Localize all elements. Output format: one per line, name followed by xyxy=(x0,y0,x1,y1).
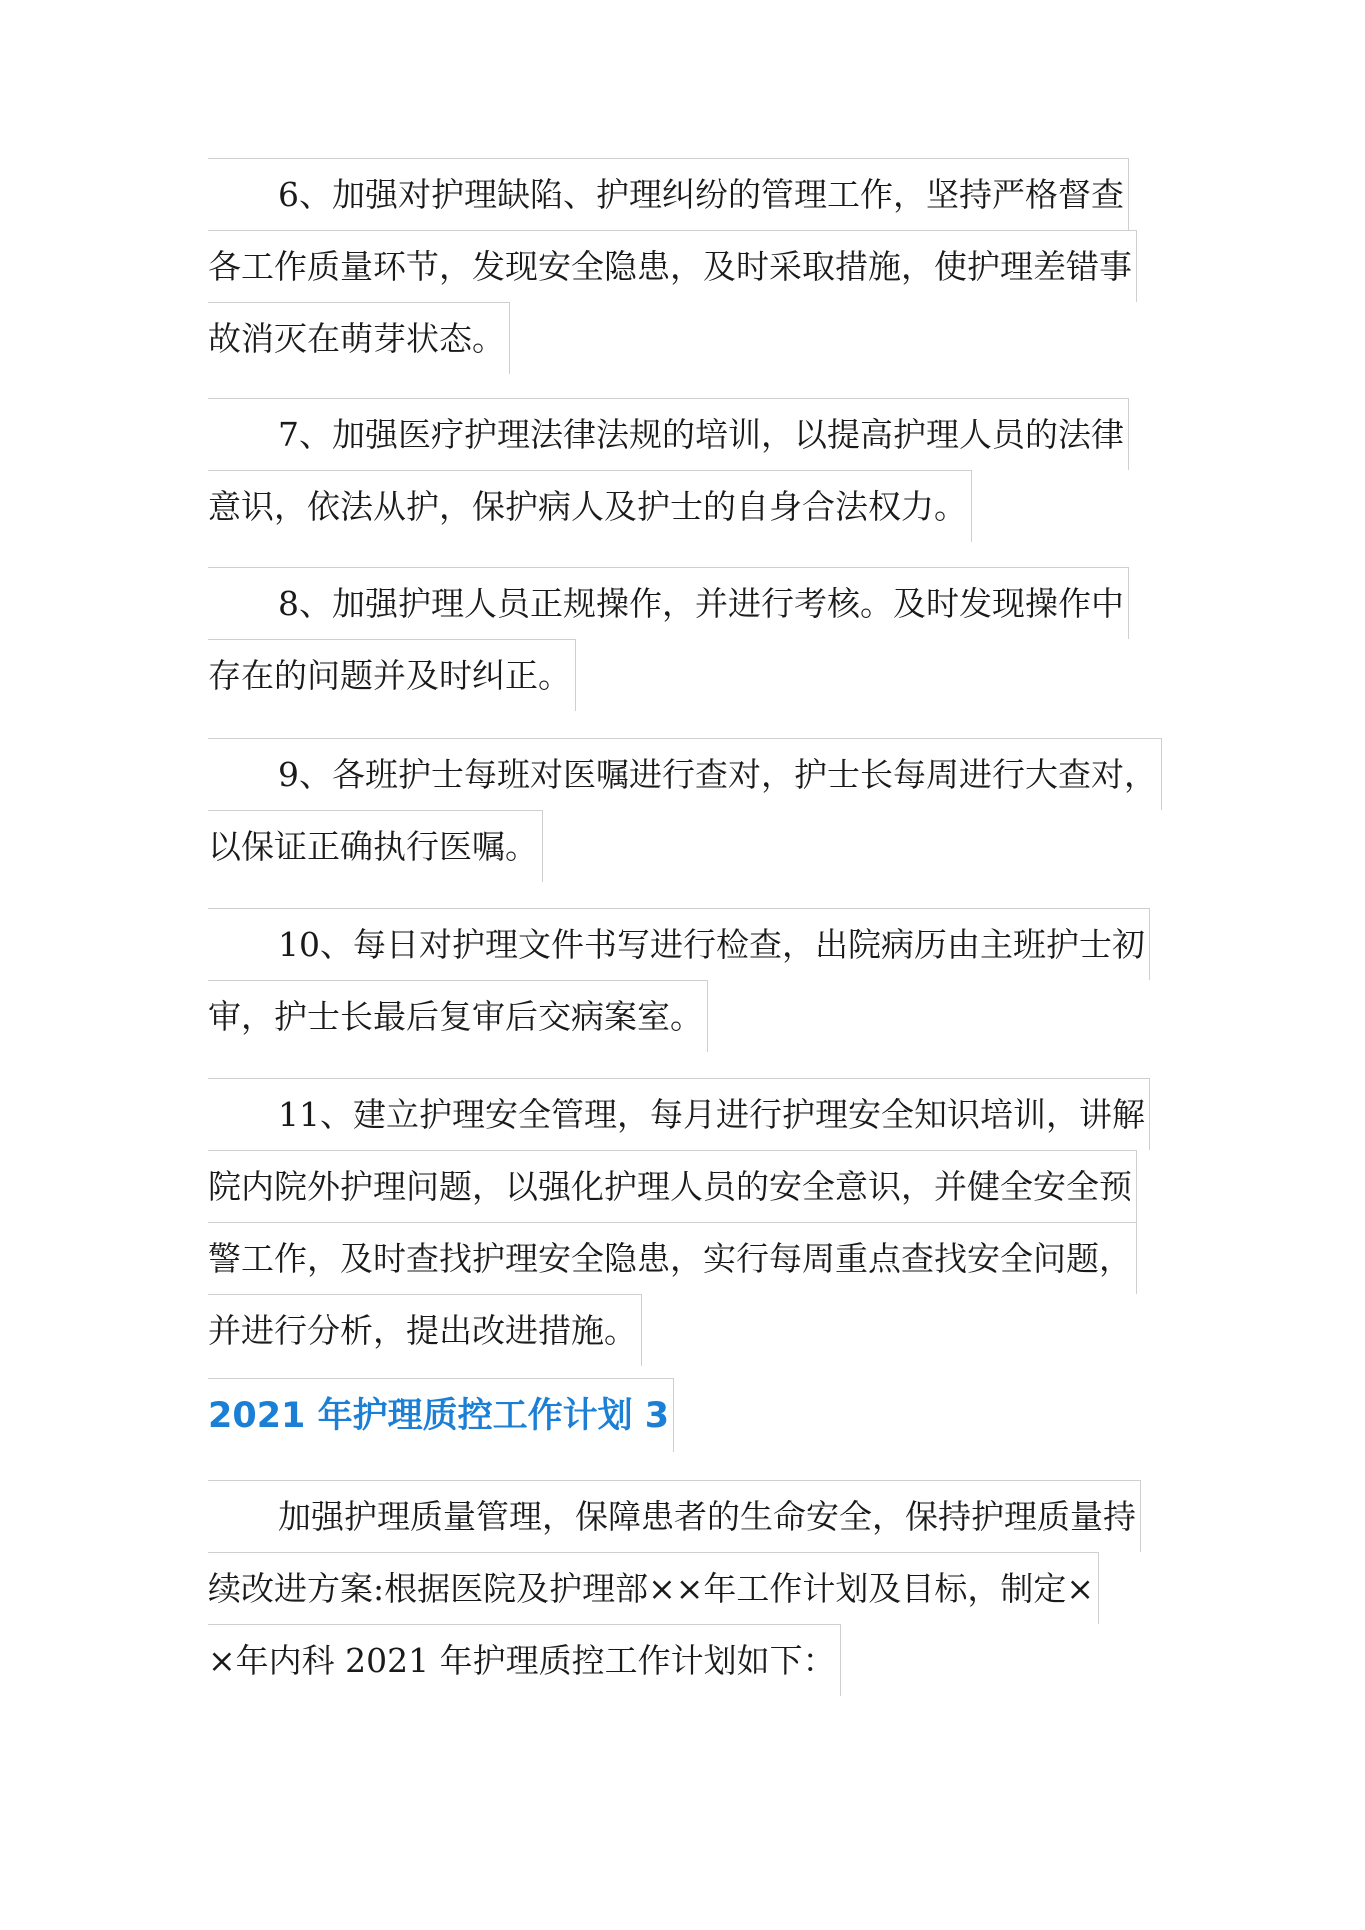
text-line: 11、建立护理安全管理，每月进行护理安全知识培训，讲解 xyxy=(208,1078,1150,1150)
text-line: 8、加强护理人员正规操作，并进行考核。及时发现操作中 xyxy=(208,567,1129,639)
text-line: 续改进方案:根据医院及护理部××年工作计划及目标，制定× xyxy=(208,1552,1099,1624)
text-line: 存在的问题并及时纠正。 xyxy=(208,639,576,711)
text-line: 9、各班护士每班对医嘱进行查对，护士长每周进行大查对， xyxy=(208,738,1162,810)
text-line: 院内院外护理问题，以强化护理人员的安全意识，并健全安全预 xyxy=(208,1150,1137,1222)
list-item-7 xyxy=(208,398,1168,542)
text-line: 10、每日对护理文件书写进行检查，出院病历由主班护士初 xyxy=(208,908,1150,980)
text-line: 6、加强对护理缺陷、护理纠纷的管理工作，坚持严格督查 xyxy=(208,158,1129,230)
text-line: 加强护理质量管理，保障患者的生命安全，保持护理质量持 xyxy=(208,1480,1141,1552)
list-item-9 xyxy=(208,738,1168,882)
list-item-10 xyxy=(208,908,1168,1052)
text-line: 各工作质量环节，发现安全隐患，及时采取措施，使护理差错事 xyxy=(208,230,1137,302)
list-item-11 xyxy=(208,1078,1168,1366)
text-line: 审，护士长最后复审后交病案室。 xyxy=(208,980,708,1052)
text-line: 意识，依法从护，保护病人及护士的自身合法权力。 xyxy=(208,470,972,542)
text-line: 并进行分析，提出改进措施。 xyxy=(208,1294,642,1366)
text-line: ×年内科 2021 年护理质控工作计划如下： xyxy=(208,1624,841,1696)
list-item-8 xyxy=(208,567,1168,711)
text-line: 以保证正确执行医嘱。 xyxy=(208,810,543,882)
text-line: 7、加强医疗护理法律法规的培训，以提高护理人员的法律 xyxy=(208,398,1129,470)
text-line: 故消灭在萌芽状态。 xyxy=(208,302,510,374)
list-item-6 xyxy=(208,158,1168,374)
section-heading: 2021 年护理质控工作计划 3 xyxy=(208,1378,674,1452)
text-line: 警工作，及时查找护理安全隐患，实行每周重点查找安全问题， xyxy=(208,1222,1137,1294)
intro-paragraph xyxy=(208,1480,1168,1696)
